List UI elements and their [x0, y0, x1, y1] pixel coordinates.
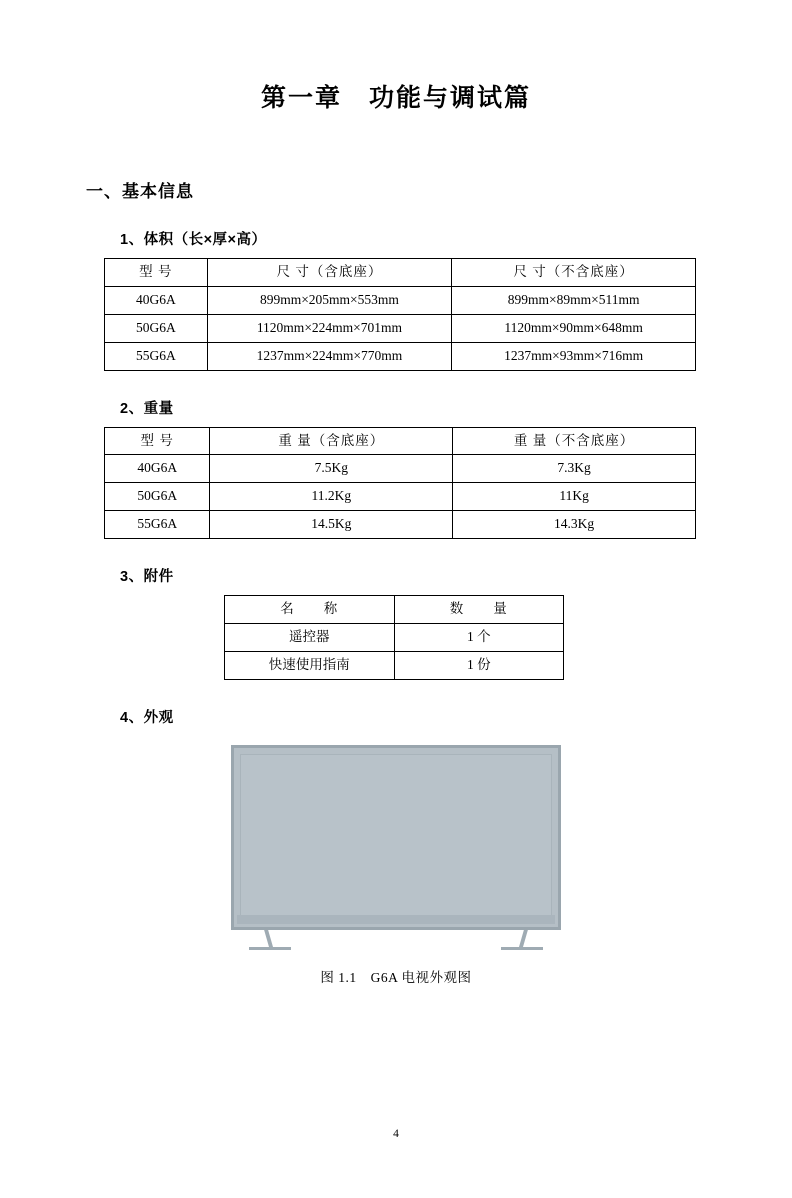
subheading-weight: 2、重量	[120, 400, 174, 417]
tv-foot-left	[249, 947, 291, 950]
table-cell: 1237mm×93mm×716mm	[452, 342, 696, 370]
table-header-row	[225, 596, 564, 624]
table-header-cell: 数 量	[394, 596, 564, 624]
tv-bezel	[231, 745, 561, 930]
table-header-cell: 重 量（含底座）	[210, 427, 453, 455]
table-cell: 7.3Kg	[453, 455, 696, 483]
table-cell: 55G6A	[105, 511, 210, 539]
table-cell: 11Kg	[453, 483, 696, 511]
table-row	[105, 314, 696, 342]
tv-screen	[240, 754, 552, 917]
table-cell: 50G6A	[105, 314, 208, 342]
tv-bottom-strip	[237, 915, 555, 924]
figure-caption: 图 1.1 G6A 电视外观图	[320, 969, 472, 985]
table-cell: 899mm×89mm×511mm	[452, 286, 696, 314]
document-page	[0, 78, 792, 1198]
subheading-accessories: 3、附件	[120, 569, 174, 585]
subheading-size: 1、体积（长×厚×高）	[120, 232, 267, 248]
table-header-cell: 尺 寸（不含底座）	[452, 259, 696, 287]
table-row	[225, 623, 564, 651]
table-cell: 55G6A	[105, 342, 208, 370]
section-heading: 一、基本信息	[86, 182, 194, 201]
table-cell: 14.5Kg	[210, 511, 453, 539]
weight-table	[104, 427, 696, 540]
table-header-row	[105, 427, 696, 455]
subheading-appearance: 4、外观	[120, 709, 174, 726]
table-row	[105, 455, 696, 483]
table-row	[105, 483, 696, 511]
table-row	[105, 342, 696, 370]
table-cell: 14.3Kg	[453, 511, 696, 539]
table-header-cell: 型 号	[105, 259, 208, 287]
table-row	[225, 651, 564, 679]
table-cell: 1237mm×224mm×770mm	[207, 342, 452, 370]
table-cell: 40G6A	[105, 286, 208, 314]
accessories-table	[224, 595, 564, 680]
size-table	[104, 258, 696, 371]
table-cell: 40G6A	[105, 455, 210, 483]
table-cell: 50G6A	[105, 483, 210, 511]
table-cell: 1 个	[394, 623, 564, 651]
table-cell: 遥控器	[225, 623, 395, 651]
chapter-title: 第一章 功能与调试篇	[260, 84, 531, 112]
table-row	[105, 286, 696, 314]
table-cell: 7.5Kg	[210, 455, 453, 483]
tv-foot-right	[501, 947, 543, 950]
table-header-row	[105, 259, 696, 287]
page-number: 4	[393, 1128, 399, 1140]
table-cell: 1120mm×224mm×701mm	[207, 314, 452, 342]
tv-figure	[88, 745, 704, 986]
table-header-cell: 重 量（不含底座）	[453, 427, 696, 455]
table-header-cell: 尺 寸（含底座）	[207, 259, 452, 287]
table-header-cell: 型 号	[105, 427, 210, 455]
table-header-cell: 名 称	[225, 596, 395, 624]
table-cell: 快速使用指南	[225, 651, 395, 679]
table-cell: 899mm×205mm×553mm	[207, 286, 452, 314]
table-cell: 1 份	[394, 651, 564, 679]
table-cell: 1120mm×90mm×648mm	[452, 314, 696, 342]
table-cell: 11.2Kg	[210, 483, 453, 511]
tv-illustration	[231, 745, 561, 950]
table-row	[105, 511, 696, 539]
